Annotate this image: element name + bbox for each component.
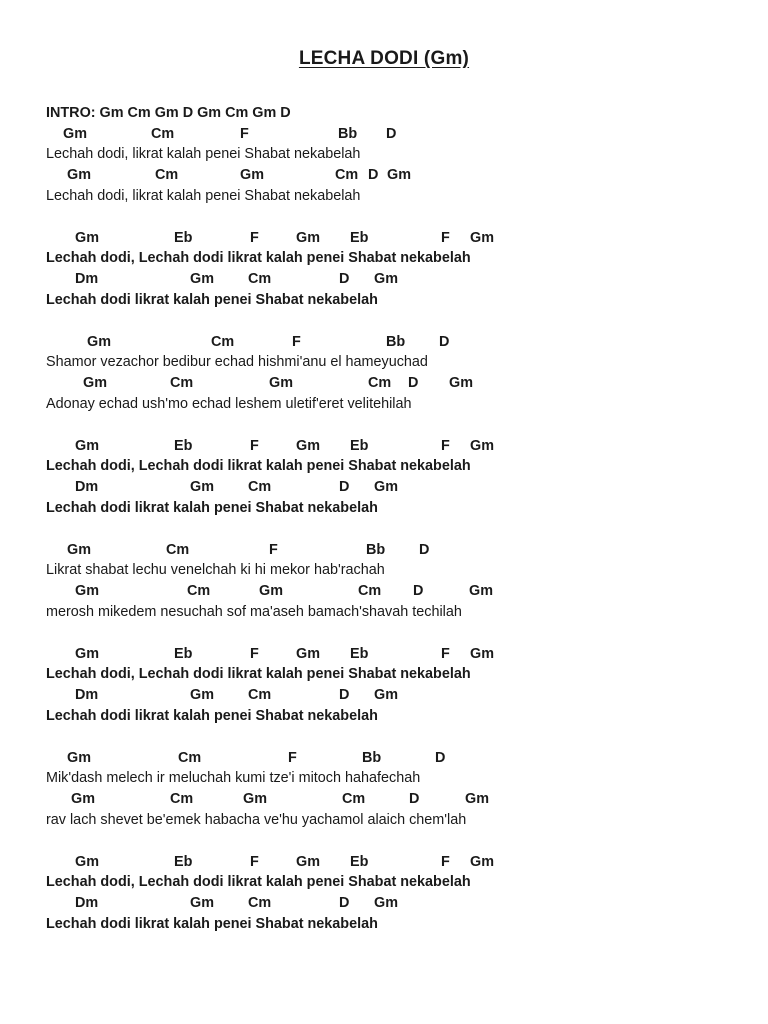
chorus-lyric-line: Lechah dodi likrat kalah penei Shabat nekabelah	[46, 499, 378, 516]
chord-label: F	[250, 645, 259, 662]
chord-label: Cm	[248, 271, 272, 288]
chord-label: Cm	[166, 541, 190, 558]
chord-label: Gm	[374, 479, 398, 496]
chord-label: F	[250, 229, 259, 246]
chord-label: D	[413, 583, 424, 600]
chord-label: F	[441, 853, 450, 870]
chord-label: Gm	[296, 229, 320, 246]
chord-label: F	[250, 853, 259, 870]
chord-label: F	[441, 437, 450, 454]
chord-label: Gm	[269, 375, 293, 392]
chorus-lyric-line: Lechah dodi, Lechah dodi likrat kalah penei Shabat nekabelah	[46, 874, 471, 891]
chord-label: Gm	[374, 895, 398, 912]
chord-label: Dm	[75, 687, 99, 704]
chord-label: Cm	[248, 479, 272, 496]
chord-label: F	[288, 749, 297, 766]
chord-label: Cm	[170, 375, 194, 392]
chord-label: Gm	[470, 437, 494, 454]
chord-label: Gm	[190, 687, 214, 704]
chord-label: D	[386, 125, 397, 142]
chord-label: Gm	[67, 167, 91, 184]
chord-label: D	[339, 687, 350, 704]
verse-lyric-line: Likrat shabat lechu venelchah ki hi mekor hab'rachah	[46, 562, 385, 579]
chord-label: Cm	[155, 167, 179, 184]
chord-label: Gm	[71, 791, 95, 808]
chord-label: Gm	[465, 791, 489, 808]
verse-lyric-line: Mik'dash melech ir meluchah kumi tze'i mitoch hahafechah	[46, 770, 421, 787]
chord-label: Eb	[350, 229, 369, 246]
chord-label: Eb	[350, 645, 369, 662]
chord-label: Cm	[211, 333, 235, 350]
chord-label: F	[250, 437, 259, 454]
chord-label: Gm	[259, 583, 283, 600]
chord-label: Cm	[342, 791, 366, 808]
chorus-lyric-line: Lechah dodi, Lechah dodi likrat kalah penei Shabat nekabelah	[46, 458, 471, 475]
chord-label: Bb	[338, 125, 358, 142]
intro-line: INTRO: Gm Cm Gm D Gm Cm Gm D	[46, 105, 291, 121]
chord-label: Gm	[469, 583, 493, 600]
chord-label: Gm	[83, 375, 107, 392]
chord-label: Eb	[174, 645, 193, 662]
chord-label: Gm	[190, 271, 214, 288]
chord-label: Dm	[75, 271, 99, 288]
chord-label: Gm	[470, 645, 494, 662]
chorus-lyric-line: Lechah dodi likrat kalah penei Shabat nekabelah	[46, 291, 378, 308]
chord-label: Gm	[67, 541, 91, 558]
chord-label: Eb	[174, 853, 193, 870]
chord-label: D	[339, 479, 350, 496]
chord-label: Eb	[350, 853, 369, 870]
chord-label: D	[409, 791, 420, 808]
chord-label: Gm	[75, 645, 99, 662]
chord-label: D	[339, 271, 350, 288]
chord-label: Gm	[87, 333, 111, 350]
chord-label: Gm	[387, 167, 411, 184]
chord-label: Gm	[63, 125, 87, 142]
chord-label: Gm	[243, 791, 267, 808]
chord-label: Cm	[248, 687, 272, 704]
chord-label: Gm	[67, 749, 91, 766]
chord-label: Gm	[374, 687, 398, 704]
chord-label: Dm	[75, 479, 99, 496]
chord-label: F	[240, 125, 249, 142]
chord-label: Bb	[366, 541, 386, 558]
verse-lyric-line: Shamor vezachor bedibur echad hishmi'anu el hameyuchad	[46, 354, 428, 371]
page-title: LECHA DODI (Gm)	[298, 48, 470, 69]
chord-label: Cm	[151, 125, 175, 142]
chord-label: D	[408, 375, 419, 392]
chord-label: Gm	[296, 645, 320, 662]
chord-label: Gm	[75, 437, 99, 454]
chord-label: Cm	[335, 167, 359, 184]
chord-label: Gm	[296, 437, 320, 454]
chord-label: Gm	[296, 853, 320, 870]
chord-label: F	[441, 229, 450, 246]
chord-label: D	[368, 167, 379, 184]
chord-label: Eb	[174, 437, 193, 454]
chord-label: D	[419, 541, 430, 558]
chorus-lyric-line: Lechah dodi likrat kalah penei Shabat nekabelah	[46, 707, 378, 724]
chord-label: Gm	[470, 229, 494, 246]
chord-label: Gm	[449, 375, 473, 392]
chord-label: Cm	[178, 749, 202, 766]
chorus-lyric-line: Lechah dodi likrat kalah penei Shabat nekabelah	[46, 915, 378, 932]
chord-label: Cm	[358, 583, 382, 600]
chord-label: Eb	[350, 437, 369, 454]
chord-label: Cm	[170, 791, 194, 808]
chord-label: Bb	[386, 333, 406, 350]
chord-label: Gm	[374, 271, 398, 288]
chord-label: Gm	[240, 167, 264, 184]
verse-lyric-line: Adonay echad ush'mo echad leshem uletif'eret velitehilah	[46, 395, 412, 412]
chorus-lyric-line: Lechah dodi, Lechah dodi likrat kalah penei Shabat nekabelah	[46, 666, 471, 683]
chord-label: F	[269, 541, 278, 558]
chorus-lyric-line: Lechah dodi, Lechah dodi likrat kalah penei Shabat nekabelah	[46, 250, 471, 267]
chord-label: F	[292, 333, 301, 350]
chord-label: Dm	[75, 895, 99, 912]
verse-lyric-line: Lechah dodi, likrat kalah penei Shabat nekabelah	[46, 187, 361, 204]
chord-label: D	[339, 895, 350, 912]
verse-lyric-line: merosh mikedem nesuchah sof ma'aseh bamach'shavah techilah	[46, 603, 462, 620]
chord-label: D	[435, 749, 446, 766]
chord-label: Bb	[362, 749, 382, 766]
chord-label: Cm	[187, 583, 211, 600]
chord-label: Gm	[75, 583, 99, 600]
chord-label: Cm	[368, 375, 392, 392]
chord-label: F	[441, 645, 450, 662]
verse-lyric-line: Lechah dodi, likrat kalah penei Shabat nekabelah	[46, 146, 361, 163]
verse-lyric-line: rav lach shevet be'emek habacha ve'hu yachamol alaich chem'lah	[46, 811, 467, 828]
chord-label: Gm	[75, 229, 99, 246]
chord-label: D	[439, 333, 450, 350]
chord-label: Gm	[75, 853, 99, 870]
chord-label: Gm	[190, 479, 214, 496]
chord-label: Gm	[470, 853, 494, 870]
chord-label: Gm	[190, 895, 214, 912]
chord-label: Cm	[248, 895, 272, 912]
chord-label: Eb	[174, 229, 193, 246]
